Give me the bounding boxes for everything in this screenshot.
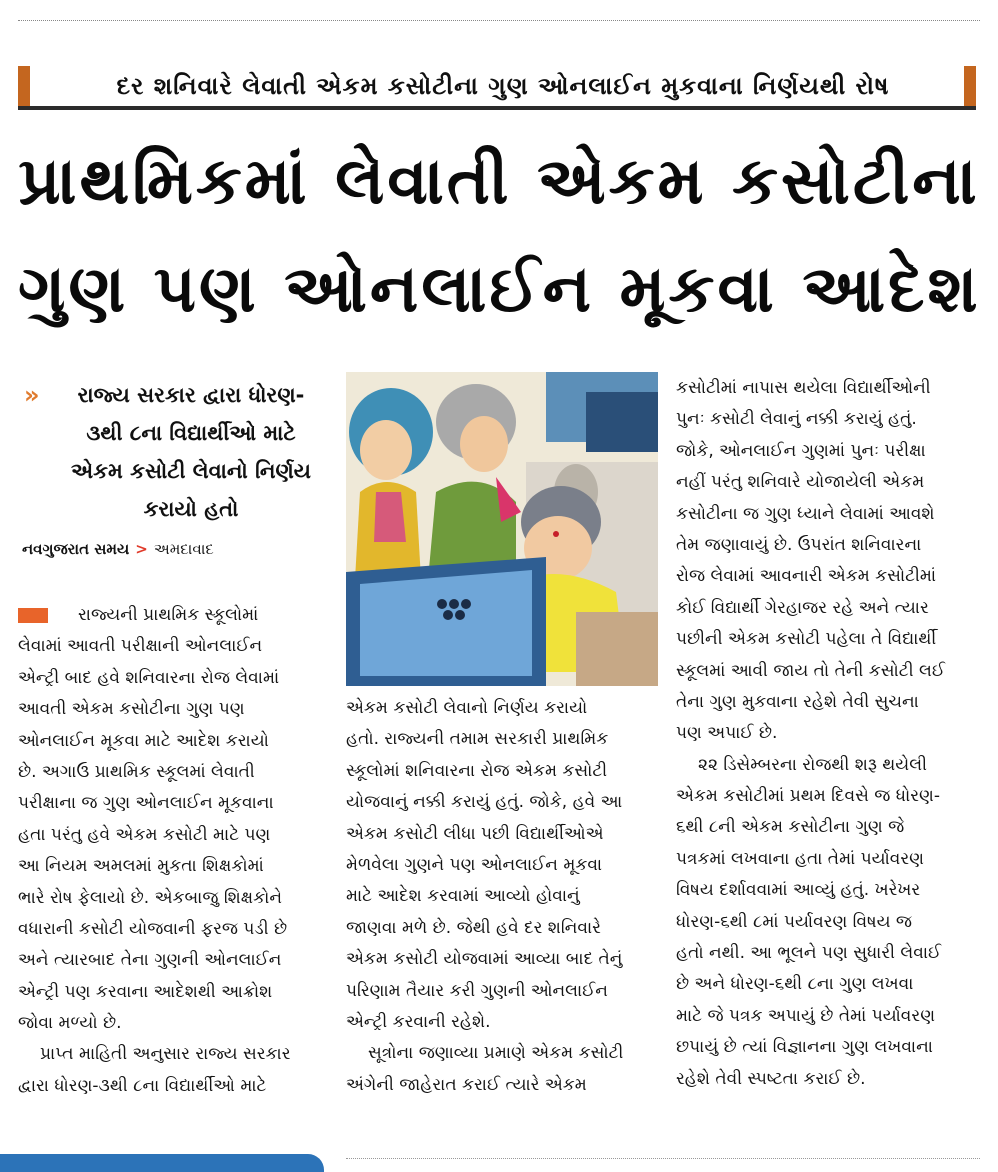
column-line: લેવામાં આવતી પરીક્ષાની ઓનલાઈન [18,636,263,657]
column-line: ભારે રોષ ફેલાયો છે. એકબાજુ શિક્ષકોને [18,887,283,908]
column-line: આ નિયમ અમલમાં મુકતા શિક્ષકોમાં [18,856,264,877]
column-line: એકમ કસોટીમાં પ્રથમ દિવસે જ ધોરણ- [676,786,940,807]
headline-line-1: પ્રાથમિકમાં લેવાતી એકમ કસોટીના [18,144,980,219]
next-article-tab [0,1154,324,1172]
column-line: એન્ટ્રી કરવાની રહેશે. [346,1011,491,1032]
column-line: કોઈ વિદ્યાર્થી ગેરહાજર રહે અને ત્યાર [676,597,929,618]
column-line: પુનઃ કસોટી લેવાનું નક્કી કરાયું હતું. [676,409,917,430]
kicker-text: દર શનિવારે લેવાતી એકમ કસોટીના ગુણ ઓનલાઈન મુકવાના નિર્ણયથી રોષ [116,72,890,100]
blurb-line: કરાયો હતો [143,497,239,521]
column-line: પછીની એકમ કસોટી પહેલા તે વિદ્યાર્થી [676,629,937,650]
headline-line-2: ગુણ પણ ઓનલાઈન મૂકવા આદેશ [18,252,981,327]
column-line: એન્ટ્રી બાદ હવે શનિવારના રોજ લેવામાં [18,667,280,688]
column-line: હતો. રાજ્યની તમામ સરકારી પ્રાથમિક [346,729,609,750]
blurb-line: ૩થી ૮ના વિદ્યાર્થીઓ માટે [86,421,296,445]
column-line: ૬થી ૮ની એકમ કસોટીના ગુણ જે [676,817,905,838]
column-line: અને ત્યારબાદ તેના ગુણની ઓનલાઈન [18,950,282,971]
column-line: વધારાની કસોટી યોજવાની ફરજ પડી છે [18,918,288,939]
byline-arrow-icon: > [135,540,148,558]
kicker-underline [18,106,976,110]
column-line: તેમ જણાવાયું છે. ઉપરાંત શનિવારના [676,534,922,555]
column-line: છે અને ધોરણ-૬થી ૮ના ગુણ લખવા [676,974,914,995]
column-line: રાજ્યની પ્રાથમિક સ્કૂલોમાં [18,600,330,631]
column-line: સ્કૂલોમાં શનિવારના રોજ એકમ કસોટી [346,760,608,781]
column-line: હતો નથી. આ ભૂલને પણ સુધારી લેવાઈ [676,943,942,964]
column-line: અંગેની જાહેરાત કરાઈ ત્યારે એકમ [346,1074,587,1095]
byline [22,537,334,561]
teachers-at-computer-illustration [346,372,658,686]
column-line: તેના ગુણ મુકવાના રહેશે તેવી સુચના [676,691,919,712]
column-line: પરીક્ષાના જ ગુણ ઓનલાઈન મૂકવાના [18,793,274,814]
kicker-left-bar [18,66,30,106]
kicker-right-bar [964,66,976,106]
kicker-strap [18,66,976,110]
column-line: ધોરણ-૬થી ૮માં પર્યાવરણ વિષય જ [676,911,913,932]
column-line: યોજવાનું નક્કી કરાયું હતું. જોકે, હવે આ [346,792,623,813]
column-line: પણ અપાઈ છે. [676,723,778,744]
column-line: જાણવા મળે છે. જેથી હવે દર શનિવારે [346,917,601,938]
column-line: જોવા મળ્યો છે. [18,1013,122,1034]
column-line: પત્રકમાં લખવાના હતા તેમાં પર્યાવરણ [676,848,924,869]
column-line: રોજ લેવામાં આવનારી એકમ કસોટીમાં [676,566,937,587]
column-line: એન્ટ્રી પણ કરવાના આદેશથી આક્રોશ [18,981,273,1002]
article-column-1 [18,600,330,1102]
column-line: છે. અગાઉ પ્રાથમિક સ્કૂલમાં લેવાતી [18,761,255,782]
column-line: ૨૨ ડિસેમ્બરના રોજથી શરૂ થયેલી [698,754,927,775]
column-line: દ્વારા ધોરણ-૩થી ૮ના વિદ્યાર્થીઓ માટે [18,1075,267,1096]
column-line: માટે આદેશ કરવામાં આવ્યો હોવાનું [346,886,580,907]
column-line: હતા પરંતુ હવે એકમ કસોટી માટે પણ [18,824,271,845]
article-column-2 [346,693,658,1101]
column-line: કસોટીમાં નાપાસ થયેલા વિદ્યાર્થીઓની [676,378,931,398]
column-line: એકમ કસોટી યોજવામાં આવ્યા બાદ તેનું [346,949,623,970]
column-line: જોકે, ઓનલાઈન ગુણમાં પુનઃ પરીક્ષા [676,440,926,461]
top-dotted-rule [18,20,980,21]
column-line: ઓનલાઈન મૂકવા માટે આદેશ કરાયો [18,730,269,751]
paragraph-start-marker [18,608,48,623]
column-line: છપાયું છે ત્યાં વિજ્ઞાનના ગુણ લખવાના [676,1037,933,1058]
column-line: આવતી એકમ કસોટીના ગુણ પણ [18,699,245,720]
column-line: નહીં પરંતુ શનિવારે યોજાયેલી એકમ [676,472,925,493]
column-line: પરિણામ તૈયાર કરી ગુણની ઓનલાઈન [346,980,608,1001]
byline-paper: નવગુજરાત સમય [22,540,130,558]
column-line: કસોટીના જ ગુણ ધ્યાને લેવામાં આવશે [676,503,935,524]
blurb-marker-icon: » [24,381,40,409]
column-line: વિષય દર્શાવવામાં આવ્યું હતું. ખરેખર [676,880,921,901]
illustration-svg [346,372,658,686]
column-line: પ્રાપ્ત માહિતી અનુસાર રાજ્ય સરકાર [40,1044,291,1065]
column-line: મેળવેલા ગુણને પણ ઓનલાઈન મૂકવા [346,854,603,875]
byline-city: અમદાવાદ [153,540,214,558]
article-column-3 [676,373,988,1095]
blurb-line: રાજ્ય સરકાર દ્વારા ધોરણ- [77,383,305,407]
column-line: રહેશે તેવી સ્પષ્ટતા કરાઈ છે. [676,1068,866,1089]
bottom-dotted-rule [346,1158,980,1159]
column-line: માટે જે પત્રક અપાયું છે તેમાં પર્યાવરણ [676,1005,936,1026]
column-line: એકમ કસોટી લેવાનો નિર્ણય કરાયો [346,698,588,718]
column-line: એકમ કસોટી લીધા પછી વિદ્યાર્થીઓએ [346,823,604,844]
column-line: સ્કૂલમાં આવી જાય તો તેની કસોટી લઈ [676,660,945,681]
blurb-line: એકમ કસોટી લેવાનો નિર્ણય [71,459,311,483]
column-line: સૂત્રોના જણાવ્યા પ્રમાણે એકમ કસોટી [368,1043,624,1064]
